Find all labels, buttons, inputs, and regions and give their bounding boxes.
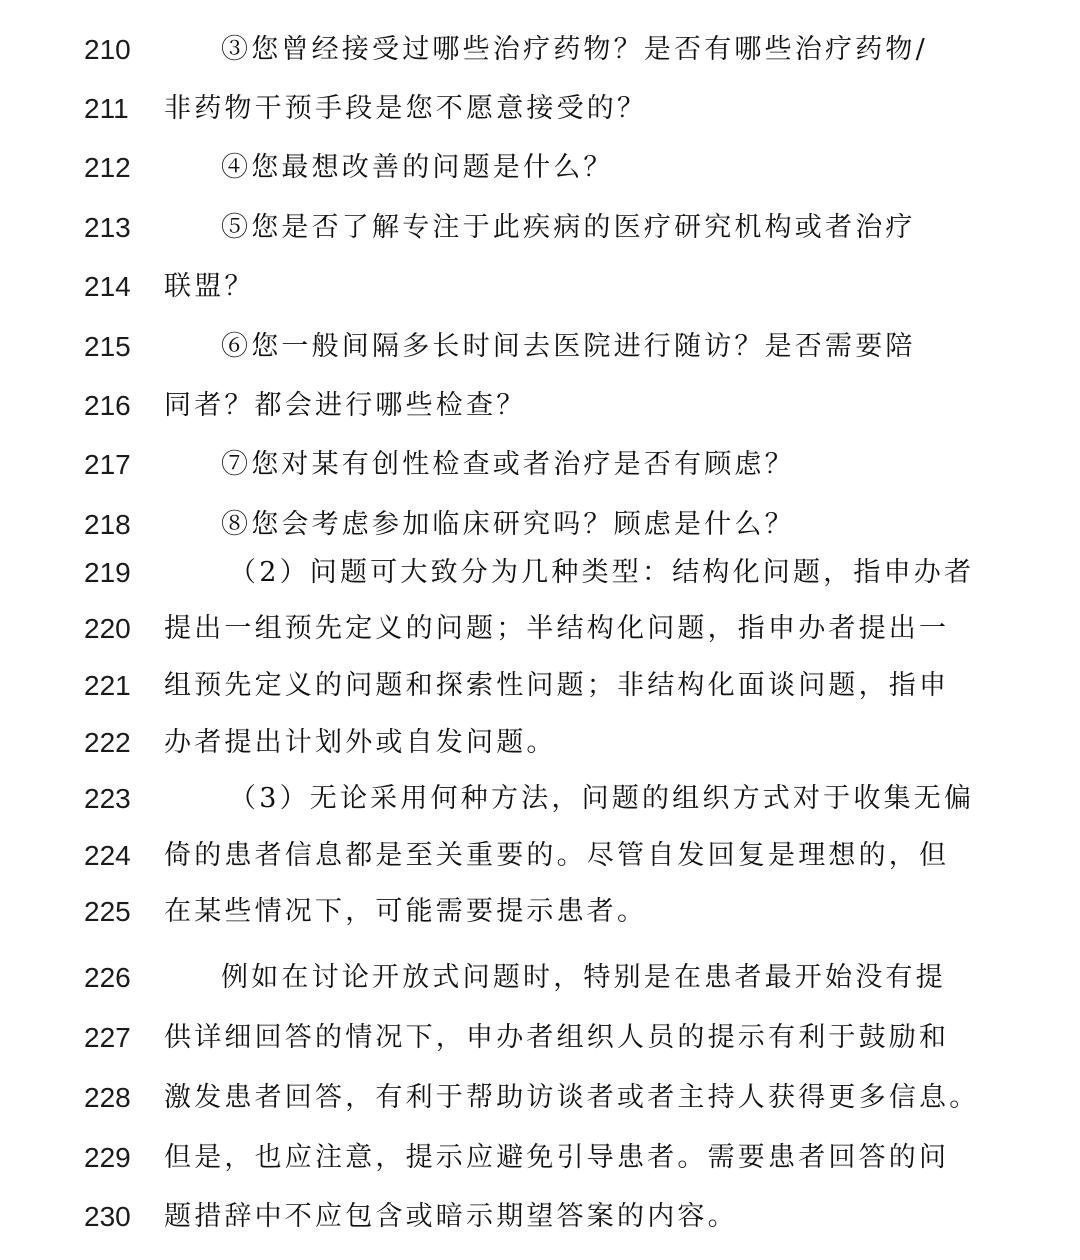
line-number: 212	[84, 152, 131, 183]
text-line-225	[0, 891, 1080, 933]
line-number: 224	[84, 840, 131, 871]
text-line-229	[0, 1137, 1080, 1179]
line-number: 218	[84, 509, 131, 540]
line-text: ⑧您会考虑参加临床研究吗？顾虑是什么？	[221, 509, 795, 540]
line-number: 219	[84, 557, 131, 588]
text-line-217	[0, 444, 1080, 486]
line-text: ④您最想改善的问题是什么？	[221, 152, 614, 183]
line-number: 221	[84, 670, 131, 701]
line-number: 227	[84, 1022, 131, 1053]
line-text: 例如在讨论开放式问题时，特别是在患者最开始没有提	[221, 962, 946, 993]
line-text: 倚的患者信息都是至关重要的。尽管自发回复是理想的，但	[164, 840, 950, 871]
text-line-215	[0, 326, 1080, 368]
line-number: 210	[84, 34, 131, 65]
line-number: 228	[84, 1082, 131, 1113]
text-line-214	[0, 266, 1080, 308]
line-text: 但是，也应注意，提示应避免引导患者。需要患者回答的问	[164, 1142, 950, 1173]
line-text: ⑥您一般间隔多长时间去医院进行随访？是否需要陪	[221, 331, 916, 362]
line-text: 供详细回答的情况下，申办者组织人员的提示有利于鼓励和	[164, 1022, 950, 1053]
line-number: 225	[84, 896, 131, 927]
line-text: 同者？都会进行哪些检查？	[164, 390, 527, 421]
line-number: 214	[84, 271, 131, 302]
line-text: ⑤您是否了解专注于此疾病的医疗研究机构或者治疗	[221, 212, 916, 243]
line-text: 激发患者回答，有利于帮助访谈者或者主持人获得更多信息。	[164, 1082, 980, 1113]
line-number: 226	[84, 962, 131, 993]
line-number: 222	[84, 727, 131, 758]
line-number: 217	[84, 449, 131, 480]
text-line-210	[0, 29, 1080, 71]
text-line-211	[0, 88, 1080, 130]
line-text: 非药物干预手段是您不愿意接受的？	[164, 93, 648, 124]
text-line-216	[0, 385, 1080, 427]
line-number: 223	[84, 783, 131, 814]
line-text: 联盟？	[164, 271, 255, 302]
line-number: 213	[84, 212, 131, 243]
line-text: ③您曾经接受过哪些治疗药物？是否有哪些治疗药物/	[221, 34, 928, 65]
line-number: 220	[84, 613, 131, 644]
line-number: 216	[84, 390, 131, 421]
text-line-221	[0, 665, 1080, 707]
text-line-213	[0, 207, 1080, 249]
line-text: ⑦您对某有创性检查或者治疗是否有顾虑？	[221, 449, 795, 480]
text-line-212	[0, 147, 1080, 189]
line-text: 办者提出计划外或自发问题。	[164, 727, 557, 758]
line-number: 215	[84, 331, 131, 362]
line-text: 提出一组预先定义的问题；半结构化问题，指申办者提出一	[164, 613, 950, 644]
line-text: 组预先定义的问题和探索性问题；非结构化面谈问题，指申	[164, 670, 950, 701]
text-line-220	[0, 608, 1080, 650]
line-text: （2）问题可大致分为几种类型：结构化问题，指申办者	[229, 557, 975, 588]
text-line-218	[0, 504, 1080, 546]
text-line-227	[0, 1017, 1080, 1059]
line-number: 230	[84, 1201, 131, 1232]
text-line-219	[0, 552, 1080, 594]
text-line-228	[0, 1077, 1080, 1119]
line-text: （3）无论采用何种方法，问题的组织方式对于收集无偏	[229, 783, 975, 814]
line-text: 在某些情况下，可能需要提示患者。	[164, 896, 648, 927]
text-line-224	[0, 835, 1080, 877]
line-text: 题措辞中不应包含或暗示期望答案的内容。	[164, 1201, 738, 1232]
text-line-226	[0, 957, 1080, 999]
line-number: 229	[84, 1142, 131, 1173]
text-line-223	[0, 778, 1080, 820]
line-number: 211	[84, 93, 129, 124]
text-line-222	[0, 722, 1080, 764]
text-line-230	[0, 1196, 1080, 1238]
